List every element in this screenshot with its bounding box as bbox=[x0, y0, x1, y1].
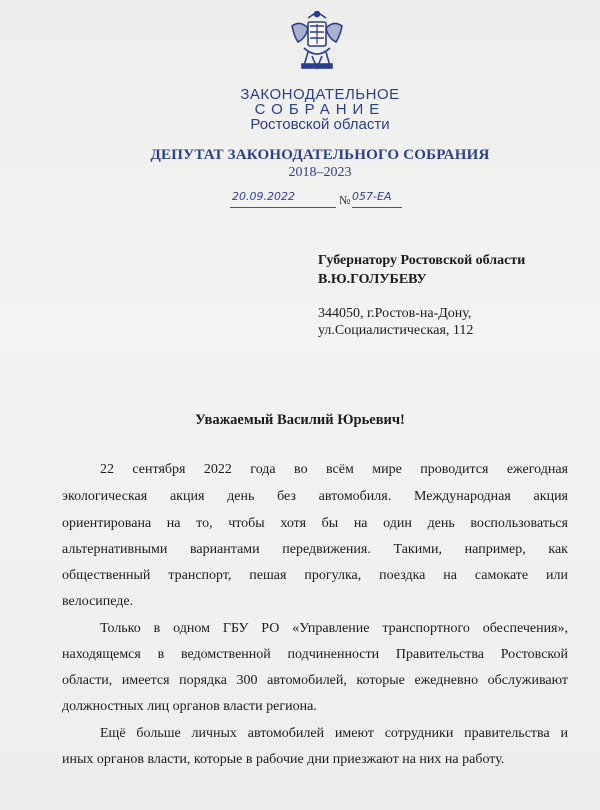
greeting: Уважаемый Василий Юрьевич! bbox=[195, 412, 405, 428]
body-line: ориентирована на то, чтобы хотя бы на один день воспользоваться bbox=[62, 516, 568, 531]
body-line: находящемся в ведомственной подчиненности Правительства Ростовской bbox=[62, 647, 568, 662]
registration-date: 20.09.2022 bbox=[232, 190, 295, 203]
org-name-line3: Ростовской области bbox=[250, 116, 390, 133]
org-name-line2: СОБРАНИЕ bbox=[254, 101, 386, 118]
coat-of-arms-icon bbox=[286, 8, 348, 72]
term-years: 2018–2023 bbox=[288, 165, 352, 180]
deputy-title: ДЕПУТАТ ЗАКОНОДАТЕЛЬНОГО СОБРАНИЯ bbox=[150, 147, 490, 163]
addressee-address-line2: ул.Социалистическая, 112 bbox=[318, 323, 474, 338]
body-line: общественный транспорт, пешая прогулка, поездка на самокате или bbox=[62, 568, 568, 583]
body-line: велосипеде. bbox=[62, 594, 134, 609]
body-line: области, имеется порядка 300 автомобилей, которые ежедневно обслуживают bbox=[62, 673, 568, 688]
addressee-address-line1: 344050, г.Ростов-на-Дону, bbox=[318, 306, 472, 321]
addressee-title: Губернатору Ростовской области bbox=[318, 253, 526, 268]
addressee-name: В.Ю.ГОЛУБЕВУ bbox=[318, 272, 427, 287]
body-line: экологическая акция день без автомобиля. Международная акция bbox=[62, 489, 568, 504]
body-line: иных органов власти, которые в рабочие дни приезжают на них на работу. bbox=[62, 752, 505, 767]
registration-number: 057-ЕА bbox=[352, 190, 392, 203]
body-line: должностных лиц органов власти региона. bbox=[62, 699, 317, 714]
number-label: № bbox=[339, 193, 351, 207]
org-name-line1: ЗАКОНОДАТЕЛЬНОЕ bbox=[240, 86, 400, 103]
body-line: 22 сентября 2022 года во всём мире проводится ежегодная bbox=[100, 462, 568, 477]
body-line: Ещё больше личных автомобилей имеют сотрудники правительства и bbox=[100, 726, 568, 741]
body-line: Только в одном ГБУ РО «Управление транспортного обеспечения», bbox=[100, 621, 568, 636]
body-line: альтернативными вариантами передвижения. Такими, например, как bbox=[62, 542, 568, 557]
